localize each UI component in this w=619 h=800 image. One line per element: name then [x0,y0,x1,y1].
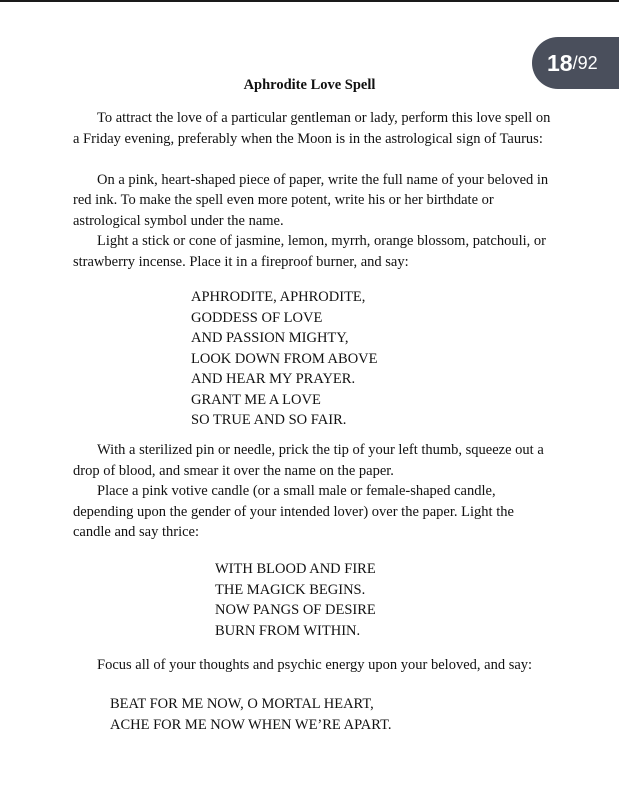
verse-line: LOOK DOWN FROM ABOVE [191,350,378,367]
verse-line: BEAT FOR ME NOW, O MORTAL HEART, [110,696,374,712]
total-page-count: 92 [577,52,598,73]
paragraph-candle: Place a pink votive candle (or a small male or female-shaped candle, depending upon the gender of your intended lover) over the paper. Light the candle and say thrice: [73,483,514,540]
verse-line: GRANT ME A LOVE [191,391,321,408]
verse-line: AND HEAR MY PRAYER. [191,371,356,387]
verse-line: WITH BLOOD AND FIRE [215,561,376,577]
paragraph-incense: Light a stick or cone of jasmine, lemon, myrrh, orange blossom, patchouli, or strawberry incense. Place it in a fireproof burner, and say: [73,233,546,270]
verse-line: BURN FROM WITHIN. [215,622,361,639]
paragraph-heart-paper: On a pink, heart-shaped piece of paper, write the full name of your beloved in red ink. To make the spell even more potent, write his or her birthdate or astrological symbol under the name. [73,171,549,229]
top-border-line [0,0,619,2]
verse-line: AND PASSION MIGHTY, [191,330,349,346]
page-separator: / [572,52,578,73]
verse-mortal-heart [110,694,392,735]
verse-line: GODDESS OF LOVE [191,309,323,326]
verse-line: NOW PANGS OF DESIRE [215,602,376,618]
verse-line: APHRODITE, APHRODITE, [191,289,366,305]
verse-line: THE MAGICK BEGINS. [215,581,366,598]
paragraph-blood: With a sterilized pin or needle, prick the tip of your left thumb, squeeze out a drop of blood, and smear it over the name on the paper. [73,442,544,479]
verse-aphrodite-invocation [191,287,378,431]
verse-line: SO TRUE AND SO FAIR. [191,412,347,428]
paragraph-intro: To attract the love of a particular gentleman or lady, perform this love spell on a Friday evening, preferably when the Moon is in the astrological sign of Taurus: [73,110,551,147]
paragraph-focus: Focus all of your thoughts and psychic energy upon your beloved, and say: [97,657,533,673]
verse-line: ACHE FOR ME NOW WHEN WE’RE APART. [110,716,392,733]
current-page-number: 18 [547,49,573,76]
verse-blood-and-fire [215,559,376,641]
chapter-title: Aphrodite Love Spell [243,77,376,93]
